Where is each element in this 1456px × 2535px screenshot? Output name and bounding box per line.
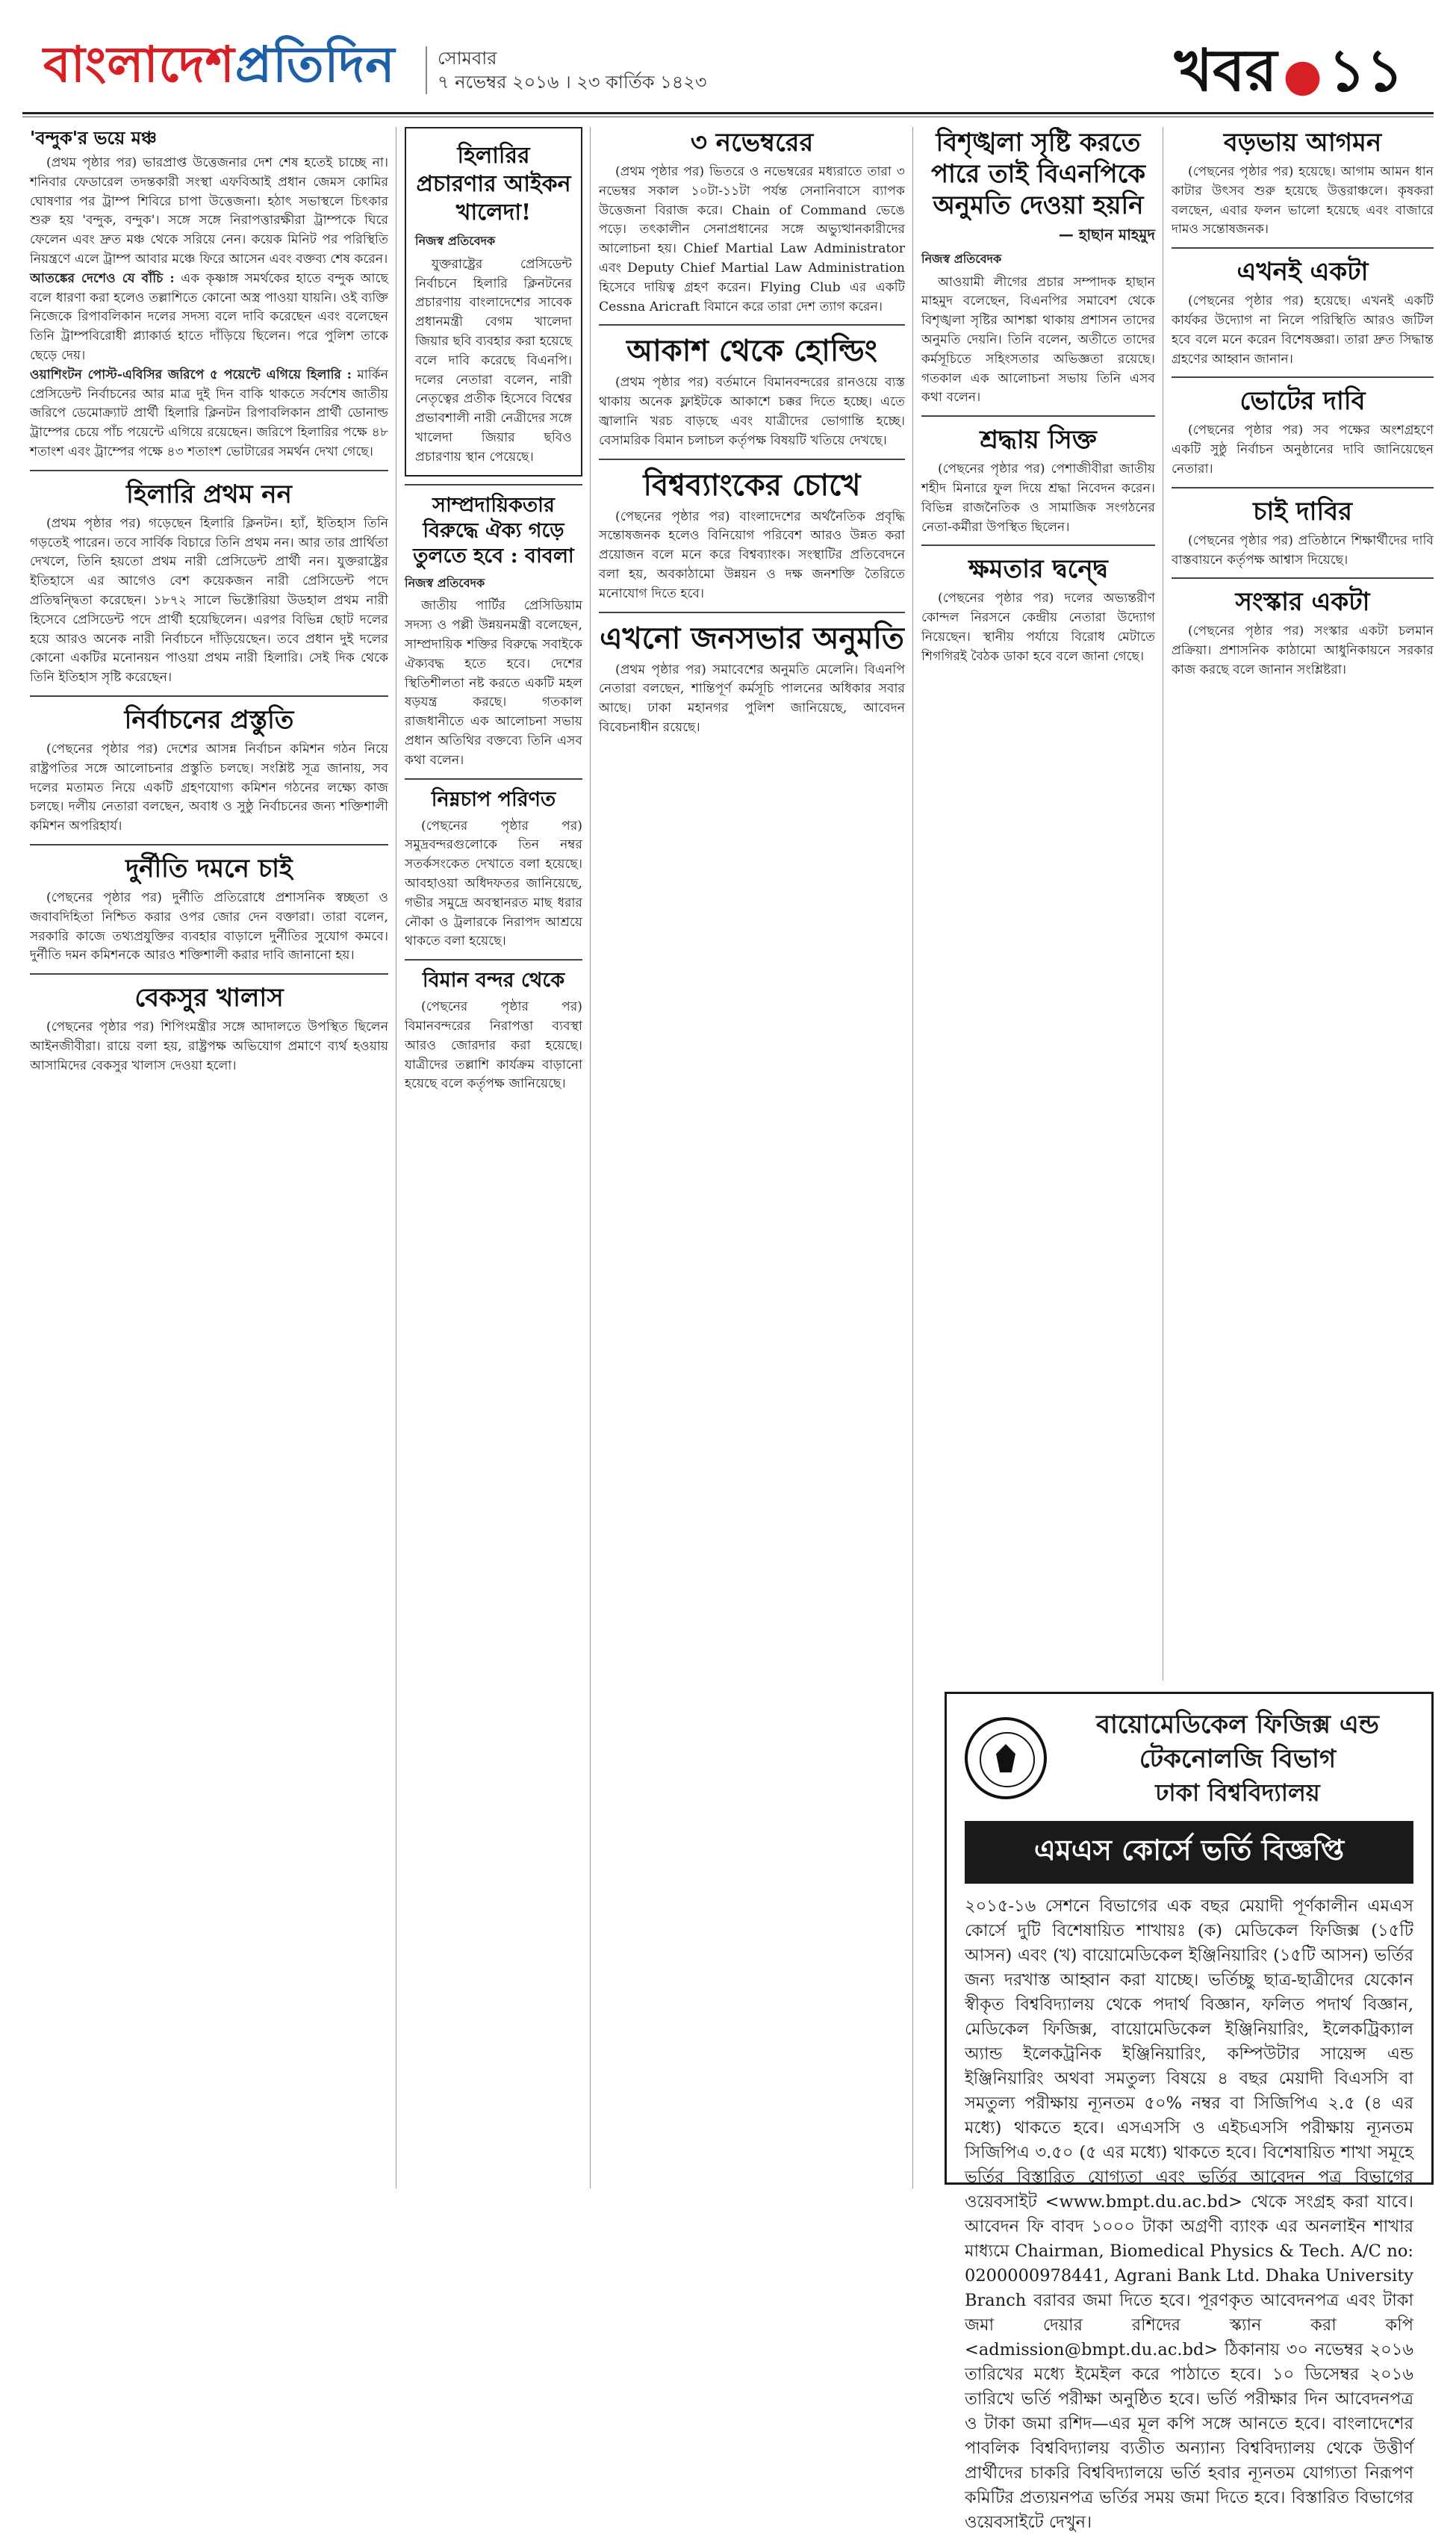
boxed-article [405,127,582,477]
article-separator [30,973,388,975]
article-headline: চাই দাবির [1253,496,1352,527]
logo-part-2: প্রতিদিন [234,36,396,93]
article-headline: ভোটের দাবি [1239,386,1366,417]
article-byline: নিজস্ব প্রতিবেদক [415,234,496,248]
section-name: খবর [1174,37,1278,105]
article-separator [30,844,388,845]
article-paragraph: (পেছনের পৃষ্ঠার পর) সব পক্ষের অংশগ্রহণে একটি সুষ্ঠু নির্বাচন অনুষ্ঠানের দাবি জানিয়েছেন নেতারা। [1172,423,1434,477]
article-paragraph: (পেছনের পৃষ্ঠার পর) পেশাজীবীরা জাতীয় শহীদ মিনারে ফুল দিয়ে শ্রদ্ধা নিবেদন করেন। বিভিন্ন রাজনৈতিক ও সামাজিক সংগঠনের নেতা-কর্মীরা উপস্থিত ছিলেন। [921,462,1155,535]
article-byline: নিজস্ব প্রতিবেদক [405,575,485,590]
article-separator [30,470,388,471]
page-number: ১১ [1328,37,1404,105]
article-headline: ৩ নভেম্বরের [690,128,814,158]
column-1 [30,127,388,2188]
ad-header [965,1707,1413,1809]
article-separator [1172,487,1434,488]
issue-date-text: ৭ নভেম্বর ২০১৬ । ২৩ কার্তিক ১৪২৩ [438,72,707,93]
admission-advertisement [945,1692,1434,2532]
ad-banner: এমএস কোর্সে ভর্তি বিজ্ঞপ্তি [965,1821,1413,1884]
article-separator [921,415,1155,417]
issue-day: সোমবার [438,48,497,69]
article-paragraph: (পেছনের পৃষ্ঠার পর) বিমানবন্দরের নিরাপত্তা ব্যবস্থা আরও জোরদার করা হয়েছে। যাত্রীদের তল্লাশি কার্যক্রম বাড়ানো হয়েছে বলে কর্তৃপক্ষ জানিয়েছে। [405,999,582,1092]
column-divider [590,127,591,2188]
article-paragraph: (পেছনের পৃষ্ঠার পর) দুর্নীতি প্রতিরোধে প্রশাসনিক স্বচ্ছতা ও জবাবদিহিতা নিশ্চিত করার ওপর জোর দেন বক্তারা। তারা বলেন, সরকারি কাজে তথ্যপ্রযুক্তির ব্যবহার বাড়ালে দুর্নীতির সুযোগ কমবে। দুর্নীতি দমন কমিশনকে আরও শক্তিশালী করার দাবি জানানো হয়। [30,890,388,964]
article-paragraph: (পেছনের পৃষ্ঠার পর) হয়েছে। এখনই একটি কার্যকর উদ্যোগ না নিলে পরিস্থিতি আরও জটিল হবে বলে মনে করেন বিশেষজ্ঞরা। তারা দ্রুত সিদ্ধান্ত গ্রহণের আহ্বান জানান। [1172,294,1434,367]
article-paragraph: আওয়ামী লীগের প্রচার সম্পাদক হাছান মাহমুদ বলেছেন, বিএনপির সমাবেশ থেকে বিশৃঙ্খলা সৃষ্টির আশঙ্কা থাকায় প্রশাসন তাদের অনুমতি দেয়নি। তিনি বলেন, অতীতে তাদের কর্মসূচিতে সহিংসতার অভিজ্ঞতা রয়েছে। গতকাল এক আলোচনা সভায় তিনি এসব কথা বলেন। [921,274,1155,406]
issue-date [426,46,707,94]
article-headline: এখনো জনসভার অনুমতি [600,620,904,656]
article-paragraph [30,270,388,366]
article-paragraph: (পেছনের পৃষ্ঠার পর) প্রতিষ্ঠানে শিক্ষার্থীদের দাবি বাস্তবায়নে কর্তৃপক্ষ আশ্বাস দিয়েছে। [1172,533,1434,568]
article-paragraph: (প্রথম পৃষ্ঠার পর) বর্তমানে বিমানবন্দরের রানওয়ে ব্যস্ত থাকায় অনেক ফ্লাইটকে আকাশে চক্কর দিতে হচ্ছে। এতে জ্বালানি খরচ বাড়ছে এবং যাত্রীদের ভোগান্তি হচ্ছে। বেসামরিক বিমান চলাচল কর্তৃপক্ষ বিষয়টি খতিয়ে দেখছে। [599,375,905,448]
article-headline: বিশৃঙ্খলা সৃষ্টি করতে পারে তাই বিএনপিকে অনুমতি দেওয়া হয়নি [930,128,1146,220]
masthead-rule [22,112,1434,114]
article-separator [405,484,582,485]
article-headline: নির্বাচনের প্রস্তুতি [124,704,294,735]
article-separator [921,544,1155,546]
article-paragraph: (প্রথম পৃষ্ঠার পর) ভারপ্রাপ্ত উত্তেজনার দেশ শেষ হতেই চাচ্ছে না। শনিবার ফেডারেল তদন্তকারী সংস্থা এফবিআই প্রধান জেমস কোমির ঘোষণার পর ট্রাম্প শিবিরে চাপা উত্তেজনা। হঠাৎ সভাস্থলে চিৎকার শুরু হয় 'বন্দুক, বন্দুক'। সঙ্গে সঙ্গে নিরাপত্তারক্ষীরা ট্রাম্পকে ঘিরে ফেলেন এবং দ্রুত মঞ্চ থেকে সরিয়ে নেন। কয়েক মিনিট পর পরিস্থিতি নিয়ন্ত্রণে এলে ট্রাম্প আবার মঞ্চে ফিরে আসেন এবং বক্তব্য শেষ করেন। [30,155,388,267]
column-5 [1172,127,1434,1681]
article-headline: আকাশ থেকে হোল্ডিং [626,333,877,369]
ad-university: ঢাকা বিশ্ববিদ্যালয় [1155,1778,1320,1807]
article-headline: হিলারি প্রথম নন [126,479,292,509]
article-headline: বিমান বন্দর থেকে [422,969,565,993]
logo-part-1: বাংলাদেশ [43,36,235,93]
article-headline: বড়ভায় আগমন [1223,128,1382,158]
article-headline: দুর্নীতি দমনে চাই [125,853,293,884]
article-headline: সাম্প্রদায়িকতার বিরুদ্ধে ঐক্য গড়ে তুলতে হবে : বাবলা [413,493,574,568]
article-separator [599,324,905,326]
article-paragraph: যুক্তরাষ্ট্রের প্রেসিডেন্ট নির্বাচনে হিলারি ক্লিনটনের প্রচারণায় বাংলাদেশের সাবেক প্রধানমন্ত্রী বেগম খালেদা জিয়ার ছবি ব্যবহার করা হয়েছে বলে দাবি করেছে বিএনপি। দলের নেতারা বলেন, নারী নেতৃত্বের প্রতীক হিসেবে বিশ্বের প্রভাবশালী নারী নেত্রীদের সঙ্গে খালেদা জিয়ার ছবিও প্রচারণায় স্থান পেয়েছে। [415,256,572,465]
article-paragraph: (প্রথম পৃষ্ঠার পর) গড়েছেন হিলারি ক্লিনটন। হ্যাঁ, ইতিহাস তিনি গড়তেই পারেন। তবে সার্বিক বিচারে তিনি প্রথম নন। আর তার প্রার্থিতা দেখলে, তিনি হয়তো প্রথম নারী প্রেসিডেন্ট প্রার্থী নন। যুক্তরাষ্ট্রের ইতিহাসে এর আগেও বেশ কয়েকজন নারী প্রেসিডেন্ট পদে প্রতিদ্বন্দ্বিতা করেছেন। ১৮৭২ সালে ভিক্টোরিয়া উডহাল প্রথম নারী হিসেবে প্রেসিডেন্ট পদে প্রার্থী হয়েছিলেন। এরপর বিভিন্ন ছোট দলের হয়ে আরও অনেক নারী নির্বাচনে দাঁড়িয়েছেন। তবে প্রধান দুই দলের কোনো একটির মনোনয়ন পাওয়া প্রথম নারী হিলারি। সেই দিক থেকে তিনি ইতিহাস সৃষ্টি করেছেন। [30,515,388,686]
article-paragraph: (পেছনের পৃষ্ঠার পর) দলের অভ্যন্তরীণ কোন্দল নিরসনে কেন্দ্রীয় নেতারা উদ্যোগ নিয়েছেন। স্থানীয় পর্যায়ে বিরোধ মেটাতে শিগগিরই বৈঠক ডাকা হবে বলে জানা গেছে। [921,591,1155,664]
article-separator [599,459,905,460]
article-headline: বিশ্বব্যাংকের চোখে [643,467,861,503]
article-separator [1172,577,1434,579]
masthead [22,18,1434,115]
column-2 [405,127,582,2188]
article-headline: নিম্নচাপ পরিণত [431,787,556,811]
article-headline: বেকসুর খালাস [134,983,284,1014]
article-paragraph: (পেছনের পৃষ্ঠার পর) সমুদ্রবন্দরগুলোকে তিন নম্বর সতর্কসংকেত দেখাতে বলা হয়েছে। আবহাওয়া অধিদফতর জানিয়েছে, গভীর সমুদ্রে অবস্থানরত মাছ ধরার নৌকা ও ট্রলারকে নিরাপদ আশ্রয়ে থাকতে বলা হয়েছে। [405,818,582,949]
article-headline: এখনই একটা [1236,257,1369,288]
article-headline: সংস্কার একটা [1235,587,1370,618]
column-divider [912,127,913,2188]
article-headline: ক্ষমতার দ্বন্দ্বে [968,554,1108,585]
article-separator [599,612,905,613]
article-separator [1172,247,1434,249]
article-paragraph: (প্রথম পৃষ্ঠার পর) সমাবেশের অনুমতি মেলেনি। বিএনপি নেতারা বলছেন, শান্তিপূর্ণ কর্মসূচি পালনের অধিকার সবার আছে। ঢাকা মহানগর পুলিশ জানিয়েছে, আবেদন বিবেচনাধীন রয়েছে। [599,662,905,735]
article-paragraph: (পেছনের পৃষ্ঠার পর) শিপিংমন্ত্রীর সঙ্গে আদালতে উপস্থিত ছিলেন আইনজীবীরা। রায়ে বলা হয়, রাষ্ট্রপক্ষ অভিযোগ প্রমাণে ব্যর্থ হওয়ায় আসামিদের বেকসুর খালাস দেওয়া হলো। [30,1020,388,1073]
article-paragraph: জাতীয় পার্টির প্রেসিডিয়াম সদস্য ও পল্লী উন্নয়নমন্ত্রী বলেছেন, সাম্প্রদায়িক শক্তির বিরুদ্ধে সবাইকে ঐক্যবদ্ধ হতে হবে। দেশের স্থিতিশীলতা নষ্ট করতে একটি মহল ষড়যন্ত্র করছে। গতকাল রাজধানীতে এক আলোচনা সভায় প্রধান অতিথির বক্তব্যে তিনি এসব কথা বলেন। [405,598,582,768]
article-separator [30,695,388,697]
article-quote-attribution: — হাছান মাহমুদ [1058,226,1155,243]
article-headline: 'বন্দুক'র ভয়ে মঞ্চ [30,127,157,149]
newspaper-logo [43,27,395,109]
article-paragraph: (পেছনের পৃষ্ঠার পর) সংস্কার একটা চলমান প্রক্রিয়া। প্রশাসনিক কাঠামো আধুনিকায়নে সরকার কাজ করছে বলে জানান সংশ্লিষ্টরা। [1172,624,1434,677]
article-separator [405,959,582,961]
ad-titles [1062,1707,1413,1809]
article-paragraph [30,366,388,462]
article-headline: হিলারির প্রচারণার আইকন খালেদা! [416,143,571,226]
article-paragraph: (পেছনের পৃষ্ঠার পর) দেশের আসন্ন নির্বাচন কমিশন গঠন নিয়ে রাষ্ট্রপতির সঙ্গে আলোচনার প্রস্তুতি চলছে। সংশ্লিষ্ট সূত্র জানায়, সব দলের মতামত নিয়ে একটি গ্রহণযোগ্য কমিশন গঠনের লক্ষ্যে কাজ চলছে। দলীয় নেতারা বলছেন, অবাধ ও সুষ্ঠু নির্বাচনের জন্য শক্তিশালী কমিশন অপরিহার্য। [30,741,388,834]
ad-body: ২০১৫-১৬ সেশনে বিভাগের এক বছর মেয়াদী পূর্ণকালীন এমএস কোর্সে দুটি বিশেষায়িত শাখায়ঃ (ক) মেডিকেল ফিজিক্স (১৫টি আসন) এবং (খ) বায়োমেডিকেল ইঞ্জিনিয়ারিং (১৫টি আসন) ভর্তির জন্য দরখাস্ত আহ্বান করা যাচ্ছে। ভর্তিচ্ছু ছাত্র-ছাত্রীদের যেকোন স্বীকৃত বিশ্ববিদ্যালয় থেকে পদার্থ বিজ্ঞান, ফলিত পদার্থ বিজ্ঞান, মেডিকেল ফিজিক্স, বায়োমেডিকেল ইঞ্জিনিয়ারিং, ইলেকট্রিক্যাল অ্যান্ড ইলেকট্রনিক ইঞ্জিনিয়ারিং, কম্পিউটার সায়েন্স এন্ড ইঞ্জিনিয়ারিং অথবা সমতুল্য বিষয়ে ৪ বছর মেয়াদী বিএসসি বা সমতুল্য পরীক্ষায় ন্যূনতম ৫০% নম্বর বা সিজিপিএ ২.৫ (৪ এর মধ্যে) থাকতে হবে। এসএসসি ও এইচএসসি পরীক্ষায় ন্যূনতম সিজিপিএ ৩.৫০ (৫ এর মধ্যে) থাকতে হবে। বিশেষায়িত শাখা সমূহে ভর্তির বিস্তারিত যোগ্যতা এবং ভর্তির আবেদন পত্র বিভাগের ওয়েবসাইট <www.bmpt.du.ac.bd> থেকে সংগ্রহ করা যাবে। আবেদন ফি বাবদ ১০০০ টাকা অগ্রণী ব্যাংক এর অনলাইন শাখার মাধ্যমে Chairman, Biomedical Physics & Tech. A/C no: 0200000978441, Agrani Bank Ltd. Dhaka University Branch বরাবর জমা দিতে হবে। পূরণকৃত আবেদনপত্র এবং টাকা জমা দেয়ার রশিদের স্ক্যান করা কপি <admission@bmpt.du.ac.bd> ঠিকানায় ৩০ নভেম্বর ২০১৬ তারিখের মধ্যে ইমেইল করে পাঠাতে হবে। ১০ ডিসেম্বর ২০১৬ তারিখে ভর্তি পরীক্ষা অনুষ্ঠিত হবে। ভর্তি পরীক্ষার দিন আবেদনপত্র ও টাকা জমা রশিদ—এর মূল কপি সঙ্গে আনতে হবে। বাংলাদেশের পাবলিক বিশ্ববিদ্যালয় ব্যতীত অন্যান্য বিশ্ববিদ্যালয় থেকে উত্তীর্ণ প্রার্থীদের চাকরি বিশ্ববিদ্যালয়ে ভর্তি হবার ন্যূনতম যোগ্যতা নিরূপণ কমিটির প্রত্যয়নপত্র ভর্তির সময় জমা দিতে হবে। বিস্তারিত বিভাগের ওয়েবসাইটে দেখুন। [965,1896,1413,2532]
sub-heading: ওয়াশিংটন পোস্ট-এবিসির জরিপে ৫ পয়েন্টে এগিয়ে হিলারি : [30,367,352,382]
bullet-dot-icon: ● [1283,49,1322,102]
article-separator [405,778,582,780]
article-paragraph: (প্রথম পৃষ্ঠার পর) ভিতরে ও নভেম্বরের মধ্যরাতে তারা ৩ নভেম্বর সকাল ১০টা-১১টা পর্যন্ত সেনানিবাসে ব্যাপক উত্তেজনা বিরাজ করে। Chain of Command ভেঙে পড়ে। তৎকালীন সেনাপ্রধানের সঙ্গে অভ্যুত্থানকারীদের আলোচনা হয়। Chief Martial Law Administrator এবং Deputy Chief Martial Law Administration হিসেবে দায়িত্ব গ্রহণ করেন। Flying Club এর একটি Cessna Aricraft বিমানে করে তারা দেশ ত্যাগ করেন। [599,164,905,314]
article-headline: শ্রদ্ধায় সিক্ত [980,425,1097,456]
column-3 [599,127,905,2188]
article-byline: নিজস্ব প্রতিবেদক [921,251,1002,266]
article-text: মার্কিন প্রেসিডেন্ট নির্বাচনের আর মাত্র দুই দিন বাকি থাকতে সর্বশেষ জাতীয় জরিপে ডেমোক্র্যাট প্রার্থী হিলারি ক্লিনটন রিপাবলিকান প্রার্থী ডোনাল্ড ট্রাম্পের চেয়ে পাঁচ পয়েন্টে এগিয়ে রয়েছেন। জরিপে হিলারির পক্ষে ৪৮ শতাংশ এবং ট্রাম্পের পক্ষে ৪৩ শতাংশ ভোটারের সমর্থন দেখা গেছে। [30,367,388,459]
ad-department: বায়োমেডিকেল ফিজিক্স এন্ড টেকনোলজি বিভাগ [1096,1710,1379,1774]
page-section-header [1175,25,1404,122]
article-paragraph: (পেছনের পৃষ্ঠার পর) বাংলাদেশের অর্থনৈতিক প্রবৃদ্ধি সন্তোষজনক হলেও বিনিয়োগ পরিবেশ আরও উন্নত করা প্রয়োজন বলে মনে করে বিশ্বব্যাংক। সংস্থাটির প্রতিবেদনে বলা হয়, অবকাঠামো উন্নয়ন ও দক্ষ জনশক্তি তৈরিতে মনোযোগ দিতে হবে। [599,509,905,601]
sub-heading: আতঙ্কের দেশেও যে বাঁচি : [30,270,175,286]
article-paragraph: (পেছনের পৃষ্ঠার পর) হয়েছে। আগাম আমন ধান কাটার উৎসব শুরু হয়েছে উত্তরাঞ্চলে। কৃষকরা বলছেন, এবার ফলন ভালো হয়েছে এবং বাজারে দামও সন্তোষজনক। [1172,164,1434,238]
university-seal-icon [965,1717,1047,1799]
article-separator [1172,376,1434,378]
article-text: এক কৃষ্ণাঙ্গ সমর্থকের হাতে বন্দুক আছে বলে ধারণা করা হলেও তল্লাশিতে কোনো অস্ত্র পাওয়া যায়নি। ওই ব্যক্তি নিজেকে রিপাবলিকান দলের সদস্য বলে দাবি করেছেন এবং বলেছেন তিনি ট্রাম্পবিরোধী প্ল্যাকার্ড হাতে দাঁড়িয়ে ছিলেন। পরে পুলিশ তাকে ছেড়ে দেয়। [30,270,389,363]
column-4 [921,127,1155,1681]
